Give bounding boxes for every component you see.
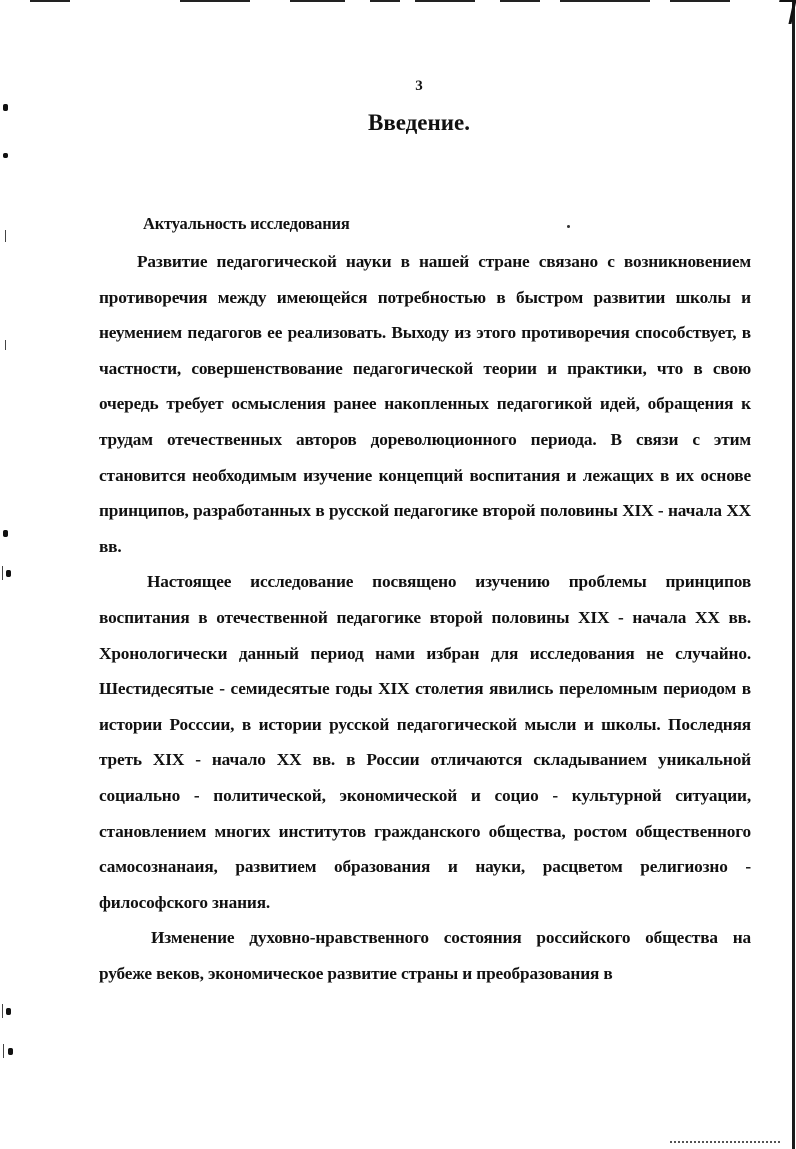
scan-edge-right: [790, 0, 796, 1149]
paragraph: Изменение духовно-нравственного состояния российского общества на рубеже веков, экономическое развитие страны и преобразования в: [99, 928, 751, 983]
margin-tick: [5, 230, 6, 242]
scan-edge-bottom: [670, 1141, 780, 1145]
margin-dot: [3, 530, 8, 537]
scan-edge-top: [30, 0, 790, 3]
margin-tick: [2, 566, 3, 580]
stray-mark: [567, 225, 570, 228]
paragraph: Настоящее исследование посвящено изучению проблемы принципов воспитания в отечественной педагогике второй половины XIX - начала XX вв. Хронологически данный период нами избран для исследования не случайно. Шестидесятые - семидесятые годы XIX столетия явились переломным периодом в истории Росссии, в истории русской педагогической мысли и школы. Последняя треть XIX - начало XX вв. в России отличаются складыванием уникальной социально - политической, экономической и социо - культурной ситуации, становлением многих институтов гражданского общества, ростом общественного самосознанаия, развитием образования и науки, расцветом религиозно - философского знания.: [99, 572, 751, 912]
margin-dot: [8, 1048, 13, 1055]
page-title: Введение.: [368, 110, 470, 135]
margin-dot: [3, 153, 8, 158]
margin-dot: [6, 1008, 11, 1015]
paragraph: Развитие педагогической науки в нашей стране связано с возникновением противоречия между имеющейся потребностью в быстром развитии школы и неумением педагогов ее реализовать. Выходу из этого противоречия способствует, в частности, совершенствование педагогической теории и практики, что в свою очередь требует осмысления ранее накопленных педагогикой идей, обращения к трудам отечественных авторов дореволюционного периода. В связи с этим становится необходимым изучение концепций воспитания и лежащих в их основе принципов, разработанных в русской педагогике второй половины XIX - начала XX вв.: [99, 252, 751, 556]
margin-tick: [3, 1044, 4, 1058]
margin-tick: [2, 1004, 3, 1018]
page-number: 3: [415, 78, 423, 94]
section-heading: Актуальность исследования: [143, 214, 350, 233]
body-text: [99, 244, 751, 991]
margin-dot: [6, 570, 11, 577]
margin-tick: [5, 340, 6, 350]
